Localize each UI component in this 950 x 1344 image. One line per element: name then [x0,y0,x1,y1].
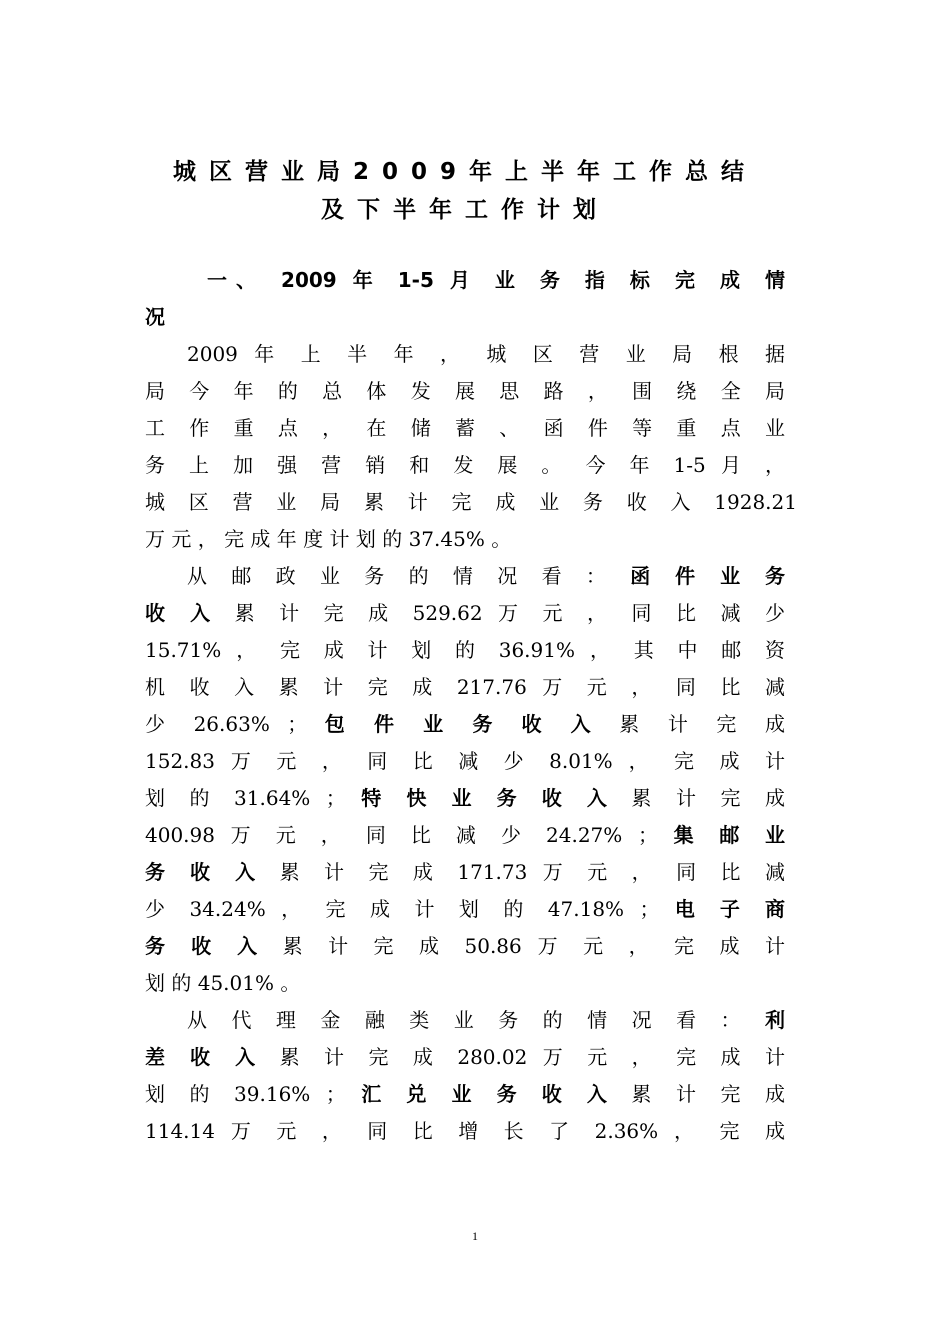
paragraph-2-line: 15.71% ， 完 成 计 划 的 36.91% ， 其 中 邮 资 [145,638,785,662]
bold-run: 集 邮 业 [673,823,785,847]
bold-run: 务 收 入 [145,934,267,958]
bold-run: 务 收 入 [145,860,265,884]
paragraph-2-line [145,817,785,854]
paragraph-3-line [145,1002,785,1039]
document-title-line-2: 及下半年工作计划 [321,197,609,223]
paragraph-2-line [145,706,785,743]
section-heading-line-2: 况 [145,305,165,329]
paragraph-2-line: 152.83 万 元 ， 同 比 减 少 8.01% ， 完 成 计 [145,749,785,773]
text-run: 划 的 31.64% ； [145,786,346,810]
paragraph-2-line [145,854,785,891]
bold-run: 汇 兑 业 务 收 入 [361,1082,616,1106]
bold-run: 特 快 业 务 收 入 [361,786,616,810]
paragraph-2-last-line: 划 的 45.01% 。 [145,971,301,995]
paragraph-3-line: 114.14 万 元 ， 同 比 增 长 了 2.36% ， 完 成 [145,1119,785,1143]
page-number: 1 [472,1229,478,1243]
paragraph-2-line [145,595,785,632]
text-run: 从 邮 政 业 务 的 情 况 看 ： [187,564,615,588]
text-run: 累 计 完 成 [631,786,785,810]
paragraph-2-line [145,891,785,928]
document-title-line-1: 城区营业局2009年上半年工作总结 [172,159,757,185]
text-run: 少 34.24% ， 完 成 计 划 的 47.18% ； [145,897,660,921]
text-run: 累 计 完 成 529.62 万 元 ， 同 比 减 少 [234,601,785,625]
section-heading-line-1: 一、 2009 年 1-5 月 业 务 指 标 完 成 情 [207,268,785,292]
text-run: 少 26.63% ； [145,712,308,736]
bold-run: 包 件 业 务 收 入 [324,712,602,736]
bold-run: 收 入 [145,601,220,625]
text-run: 划 的 39.16% ； [145,1082,346,1106]
bold-run: 电 子 商 [674,897,785,921]
text-run: 累 计 完 成 280.02 万 元 ， 完 成 计 [279,1045,785,1069]
text-run: 累 计 完 成 [619,712,785,736]
paragraph-1-line: 城 区 营 业 局 累 计 完 成 业 务 收 入 1928.21 [145,490,797,514]
paragraph-2-line [145,928,785,965]
text-run: 累 计 完 成 171.73 万 元 ， 同 比 减 [279,860,785,884]
bold-run: 函 件 业 务 [630,564,785,588]
paragraph-3-line [145,1076,785,1113]
paragraph-3-line [145,1039,785,1076]
paragraph-1-line: 局 今 年 的 总 体 发 展 思 路 ， 围 绕 全 局 [145,379,785,403]
paragraph-1-last-line: 万 元 ， 完 成 年 度 计 划 的 37.45% 。 [145,527,512,551]
paragraph-1-line: 2009 年 上 半 年 ， 城 区 营 业 局 根 据 [187,342,785,366]
bold-run: 利 [765,1008,785,1032]
bold-run: 差 收 入 [145,1045,265,1069]
paragraph-1-line: 工 作 重 点 ， 在 储 蓄 、 函 件 等 重 点 业 [145,416,785,440]
paragraph-2-line: 机 收 入 累 计 完 成 217.76 万 元 ， 同 比 减 [145,675,785,699]
text-run: 从 代 理 金 融 类 业 务 的 情 况 看 ： [187,1008,750,1032]
paragraph-2-line [145,780,785,817]
text-run: 累 计 完 成 [631,1082,785,1106]
document-body [145,262,797,1150]
paragraph-1-line: 务 上 加 强 营 销 和 发 展 。 今 年 1-5 月 ， [145,453,785,477]
text-run: 400.98 万 元 ， 同 比 减 少 24.27% ； [145,823,658,847]
paragraph-2-line [145,558,785,595]
text-run: 累 计 完 成 50.86 万 元 ， 完 成 计 [282,934,785,958]
